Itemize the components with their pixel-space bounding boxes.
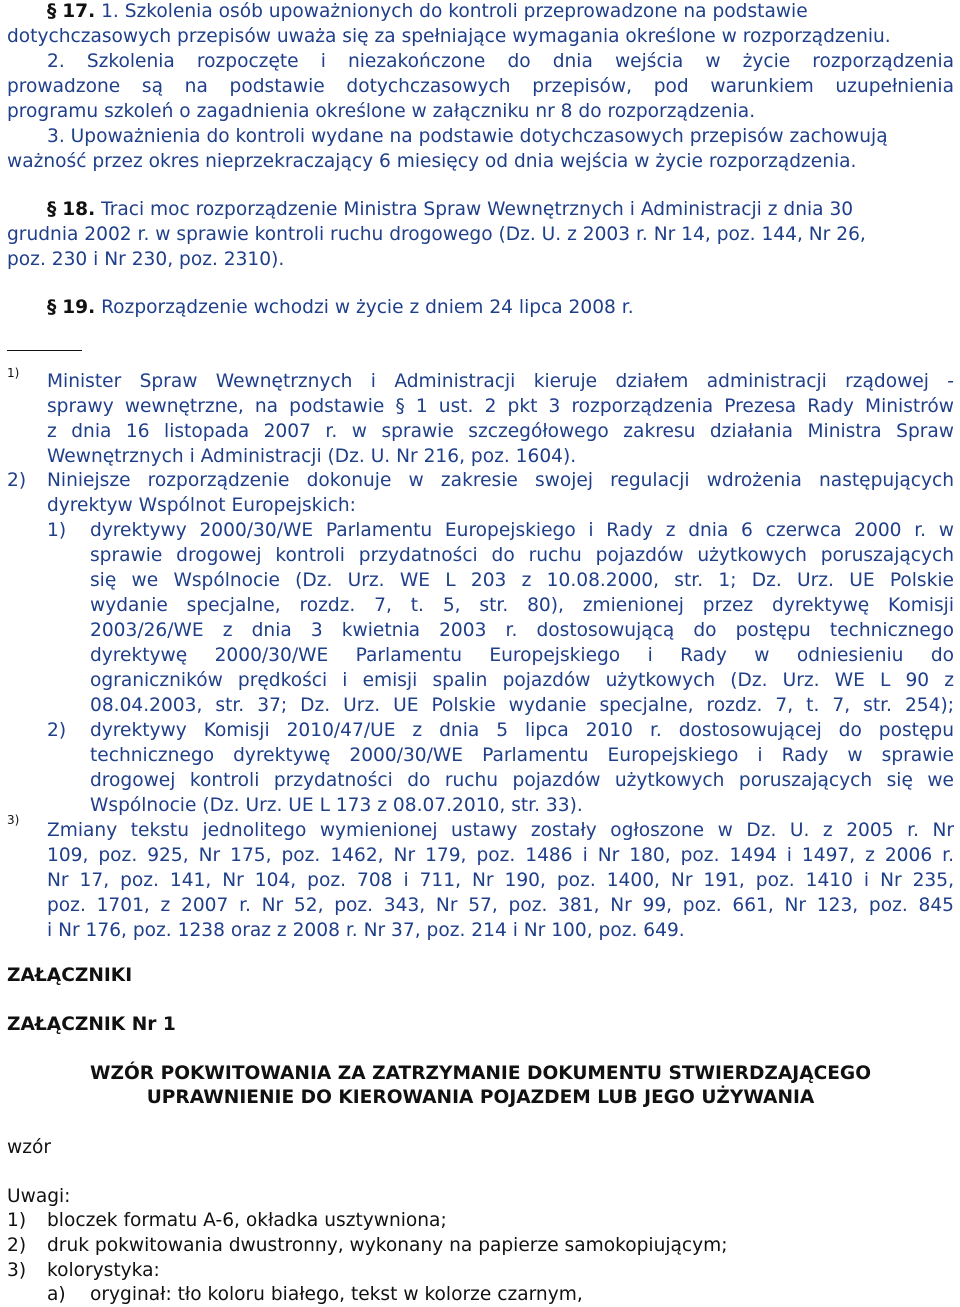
fn2-item1-line-5: 2003/26/WE z dnia 3 kwietnia 2003 r. dostosowującą do postępu technicznego	[90, 620, 954, 641]
fn2-item2-line-2: technicznego dyrektywę 2000/30/WE Parlamentu Europejskiego i Rady w sprawie	[90, 745, 954, 766]
fn2-item1-line-1: dyrektywy 2000/30/WE Parlamentu Europejskiego i Rady z dnia 6 czerwca 2000 r. w	[90, 520, 954, 541]
footnote-separator	[7, 350, 82, 351]
s17-text-1: 1. Szkolenia osób upoważnionych do kontroli przeprowadzone na podstawie	[101, 1, 808, 22]
fn2-item1-line-2: sprawie drogowej kontroli przydatności do ruchu pojazdów użytkowych poruszających	[90, 545, 954, 566]
fn2-item2-line-1: dyrektywy Komisji 2010/47/UE z dnia 5 lipca 2010 r. dostosowującej do postępu	[90, 720, 954, 741]
note-3-text: kolorystyka:	[47, 1260, 160, 1281]
s17-line-7: ważność przez okres nieprzekraczający 6 miesięcy od dnia wejścia w życie rozporządzenia.	[7, 151, 857, 172]
footnote-2-mark: 2)	[7, 470, 27, 491]
subnote-text: oryginał: tło koloru białego, tekst w kolorze czarnym,	[90, 1284, 583, 1305]
wzor-label: wzór	[7, 1137, 51, 1158]
fn2-item-2-mark: 2)	[47, 720, 67, 741]
fn2-line-2: dyrektyw Wspólnot Europejskich:	[47, 495, 356, 516]
fn2-item-1-mark: 1)	[47, 520, 67, 541]
fn3-line-2: 109, poz. 925, Nr 175, poz. 1462, Nr 179, poz. 1486 i Nr 180, poz. 1494 i 1497, z 2006 r.	[47, 845, 954, 866]
note-2-text: druk pokwitowania dwustronny, wykonany na papierze samokopiującym;	[47, 1235, 728, 1256]
note-1-text: bloczek formatu A-6, okładka usztywniona;	[47, 1210, 447, 1231]
notes-title: Uwagi:	[7, 1186, 71, 1207]
s17-line-6: 3. Upoważnienia do kontroli wydane na podstawie dotychczasowych przepisów zachowują	[47, 126, 888, 147]
note-3-mark: 3)	[7, 1260, 27, 1281]
fn3-line-1: Zmiany tekstu jednolitego wymienionej ustawy zostały ogłoszone w Dz. U. z 2005 r. Nr	[47, 820, 954, 841]
fn2-item1-line-4: wydanie specjalne, rozdz. 7, t. 5, str. 80), zmienionej przez dyrektywę Komisji	[90, 595, 954, 616]
fn2-item1-line-3: się we Wspólnocie (Dz. Urz. WE L 203 z 10.08.2000, str. 1; Dz. Urz. UE Polskie	[90, 570, 954, 591]
fn1-line-2: sprawy wewnętrzne, na podstawie § 1 ust. 2 pkt 3 rozporządzenia Prezesa Rady Ministrów	[47, 396, 954, 417]
form-title-line-1: WZÓR POKWITOWANIA ZA ZATRZYMANIE DOKUMENTU STWIERDZAJĄCEGO	[89, 1063, 872, 1084]
fn1-line-4: Wewnętrznych i Administracji (Dz. U. Nr 216, poz. 1604).	[47, 446, 577, 467]
s18-text-1: Traci moc rozporządzenie Ministra Spraw Wewnętrznych i Administracji z dnia 30	[101, 199, 854, 220]
s17-line-1	[47, 0, 954, 24]
s17-line-2: dotychczasowych przepisów uważa się za spełniające wymagania określone w rozporządzeniu.	[7, 26, 891, 47]
fn1-line-3: z dnia 16 listopada 2007 r. w sprawie szczegółowego zakresu działania Ministra Spraw	[47, 421, 954, 442]
fn2-item1-line-7: ograniczników prędkości i emisji spalin pojazdów użytkowych (Dz. Urz. WE L 90 z	[90, 670, 954, 691]
fn3-line-5: i Nr 176, poz. 1238 oraz z 2008 r. Nr 37, poz. 214 i Nr 100, poz. 649.	[47, 920, 685, 941]
subnote-mark: a)	[47, 1284, 66, 1305]
note-2-mark: 2)	[7, 1235, 27, 1256]
form-title-line-2: UPRAWNIENIE DO KIEROWANIA POJAZDEM LUB JEGO UŻYWANIA	[146, 1087, 815, 1108]
section-number: 19.	[62, 297, 96, 318]
s18-line-1	[47, 198, 954, 222]
section-sign: §	[47, 1, 57, 22]
footnote-1-mark: 1)	[7, 366, 20, 380]
section-number: 18.	[62, 199, 96, 220]
fn2-item2-line-4: Wspólnocie (Dz. Urz. UE L 173 z 08.07.2010, str. 33).	[90, 795, 583, 816]
fn2-line-1: Niniejsze rozporządzenie dokonuje w zakresie swojej regulacji wdrożenia następujących	[47, 470, 954, 491]
fn1-line-1: Minister Spraw Wewnętrznych i Administracji kieruje działem administracji rządowej -	[47, 371, 954, 392]
fn2-item1-line-8: 08.04.2003, str. 37; Dz. Urz. UE Polskie wydanie specjalne, rozdz. 7, t. 7, str. 254);	[90, 695, 954, 716]
section-sign: §	[47, 199, 57, 220]
annex-1-title: ZAŁĄCZNIK Nr 1	[7, 1014, 176, 1035]
fn3-line-3: Nr 17, poz. 141, Nr 104, poz. 708 i 711, Nr 190, poz. 1400, Nr 191, poz. 1410 i Nr 235,	[47, 870, 954, 891]
footnote-3-mark: 3)	[7, 813, 20, 827]
section-sign: §	[47, 297, 57, 318]
s18-line-3: poz. 230 i Nr 230, poz. 2310).	[7, 249, 285, 270]
note-1-mark: 1)	[7, 1210, 27, 1231]
s18-line-2: grudnia 2002 r. w sprawie kontroli ruchu drogowego (Dz. U. z 2003 r. Nr 14, poz. 144, Nr 26,	[7, 224, 866, 245]
s19-line-1	[47, 296, 954, 320]
s19-text-1: Rozporządzenie wchodzi w życie z dniem 24 lipca 2008 r.	[101, 297, 634, 318]
fn2-item2-line-3: drogowej kontroli przydatności do ruchu pojazdów użytkowych poruszających się we	[90, 770, 954, 791]
fn2-item1-line-6: dyrektywę 2000/30/WE Parlamentu Europejskiego i Rady w odniesieniu do	[90, 645, 954, 666]
s17-line-4: prowadzone są na podstawie dotychczasowych przepisów, pod warunkiem uzupełnienia	[7, 76, 954, 97]
s17-line-3: 2. Szkolenia rozpoczęte i niezakończone do dnia wejścia w życie rozporządzenia	[47, 51, 954, 72]
s17-line-5: programu szkoleń o zagadnienia określone w załączniku nr 8 do rozporządzenia.	[7, 101, 756, 122]
fn3-line-4: poz. 1701, z 2007 r. Nr 52, poz. 343, Nr 57, poz. 381, Nr 99, poz. 661, Nr 123, poz. 845	[47, 895, 954, 916]
annexes-title: ZAŁĄCZNIKI	[7, 965, 133, 986]
section-number: 17.	[62, 1, 96, 22]
